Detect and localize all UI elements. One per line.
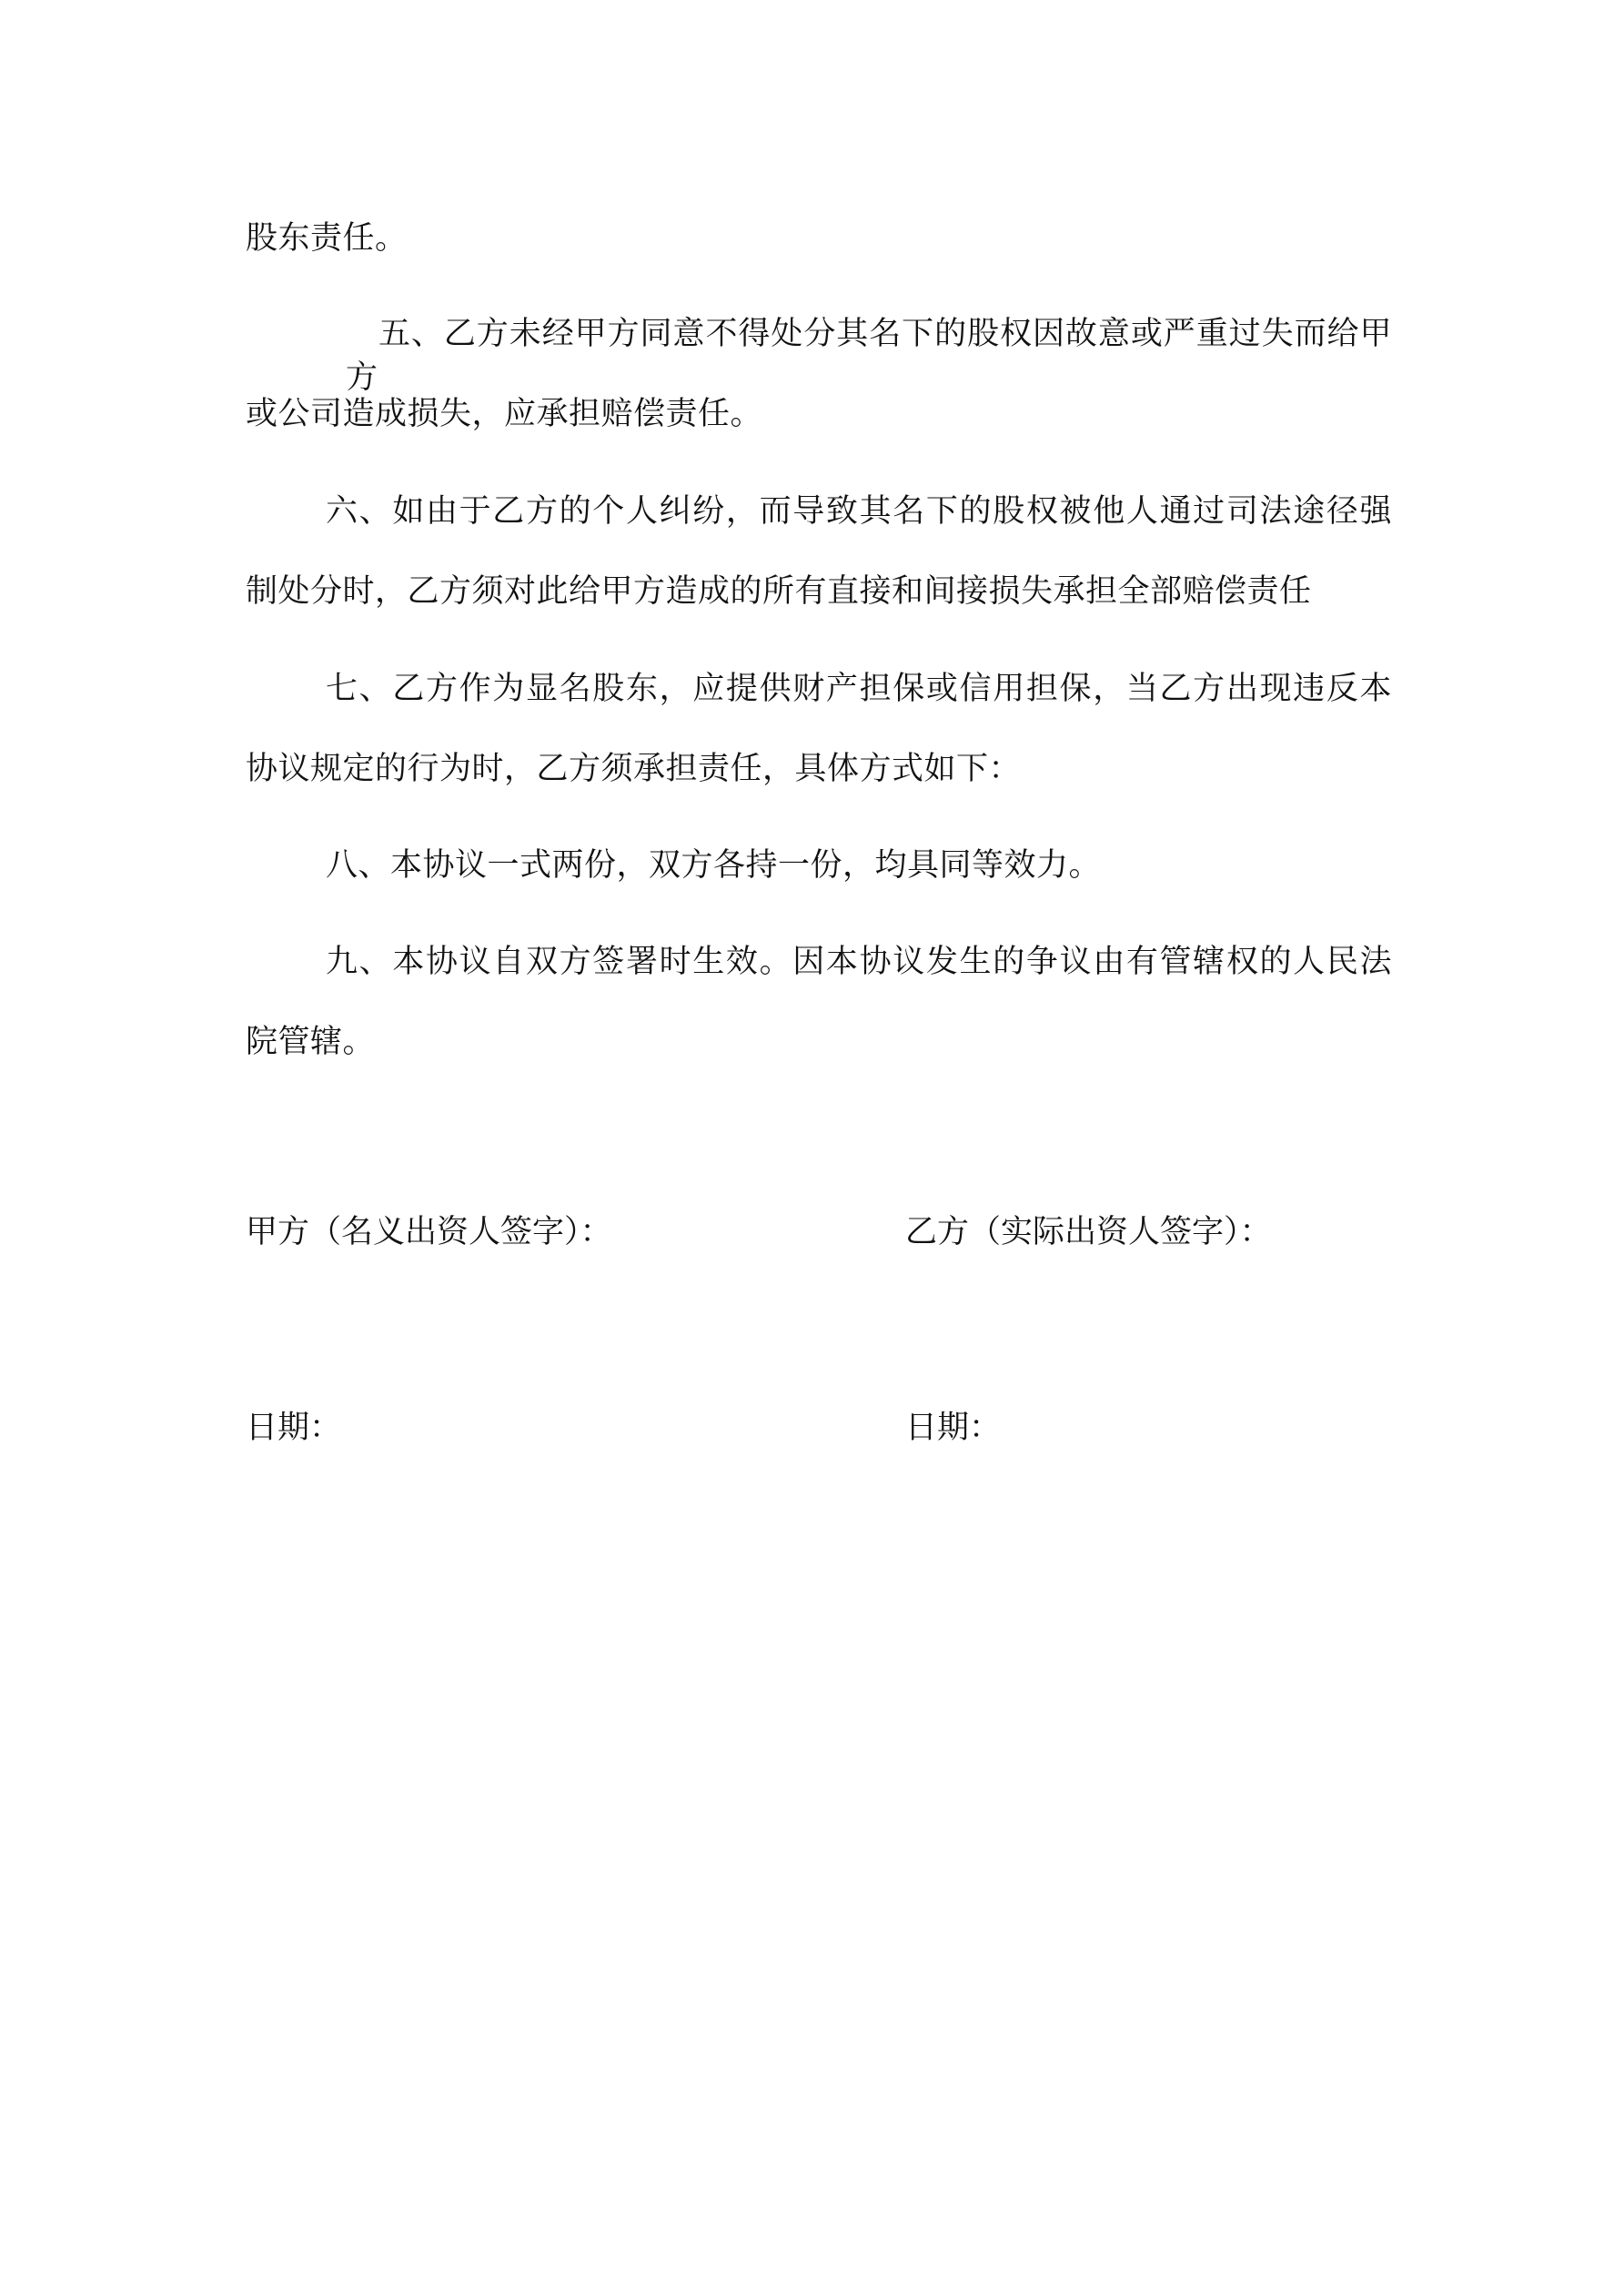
clause-9-line-2: 院管辖。 <box>246 1024 376 1060</box>
party-a-date-label: 日期： <box>246 1410 342 1446</box>
clause-6-line-2: 制处分时，乙方须对此给甲方造成的所有直接和间接损失承担全部赔偿责任 <box>246 573 1312 610</box>
paragraph-4-tail: 股东责任。 <box>246 220 408 257</box>
clause-5-line-2: 或公司造成损失，应承担赔偿责任。 <box>246 396 763 432</box>
clause-7-line-2: 协议规定的行为时，乙方须承担责任，具体方式如下： <box>246 751 1022 787</box>
party-b-date-label: 日期： <box>905 1410 1002 1446</box>
clause-9-line-1: 九、本协议自双方签署时生效。因本协议发生的争议由有管辖权的人民法 <box>326 944 1392 980</box>
party-b-signature-label: 乙方（实际出资人签字）： <box>905 1214 1272 1250</box>
clause-7-line-1: 七、乙方作为显名股东，应提供财产担保或信用担保，当乙方出现违反本 <box>326 671 1392 707</box>
clause-5-line-1: 五、乙方未经甲方同意不得处分其名下的股权因故意或严重过失而给甲方 <box>346 316 1392 396</box>
clause-8: 八、本协议一式两份，双方各持一份，均具同等效力。 <box>326 847 1102 884</box>
party-a-signature-label: 甲方（名义出资人签字）： <box>246 1214 612 1250</box>
clause-6-line-1: 六、如由于乙方的个人纠纷，而导致其名下的股权被他人通过司法途径强 <box>326 493 1392 530</box>
